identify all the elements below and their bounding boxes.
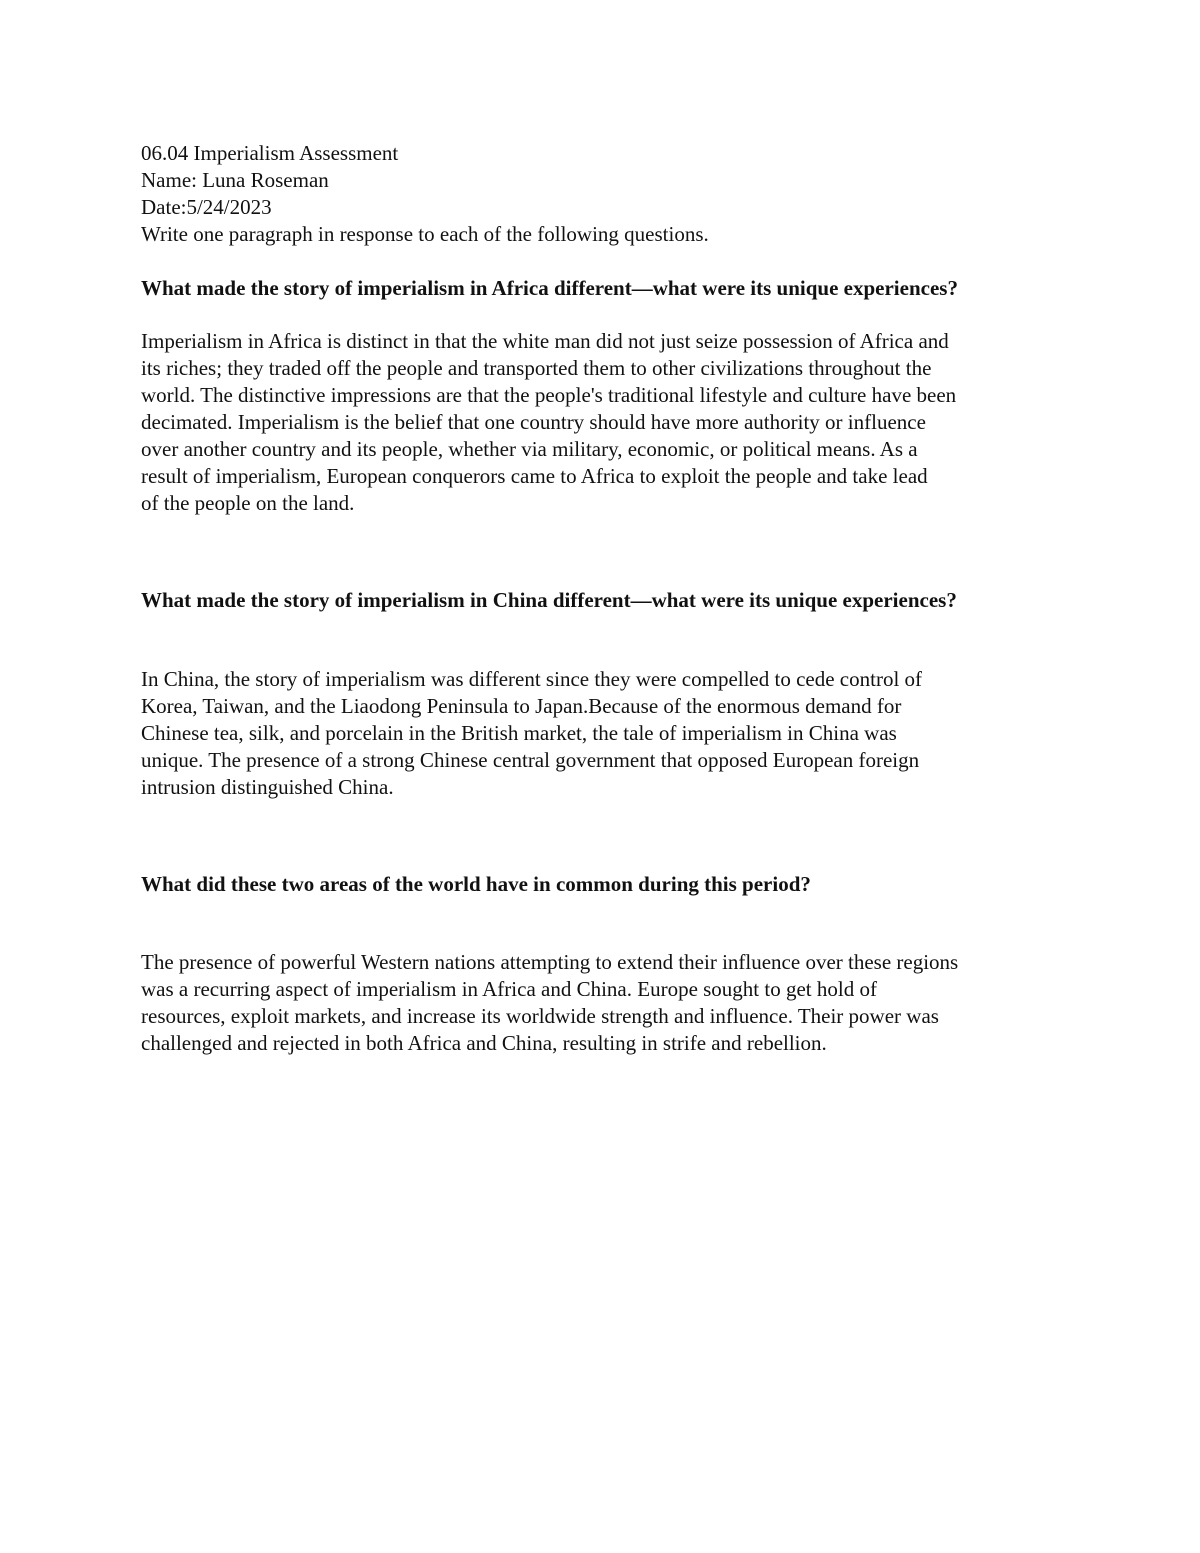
answer-line: result of imperialism, European conquerors came to Africa to exploit the people and take lead — [141, 464, 928, 488]
answer-china — [141, 666, 1071, 801]
answer-africa — [141, 328, 1071, 517]
answer-line: world. The distinctive impressions are that the people's traditional lifestyle and culture have been — [141, 383, 957, 407]
document-header — [141, 140, 1071, 248]
question-africa: What made the story of imperialism in Africa different—what were its unique experiences? — [141, 276, 958, 300]
answer-common — [141, 949, 1071, 1057]
answer-line: its riches; they traded off the people and transported them to other civilizations throughout the — [141, 356, 932, 380]
answer-line: decimated. Imperialism is the belief that one country should have more authority or influence — [141, 410, 926, 434]
answer-line: resources, exploit markets, and increase its worldwide strength and influence. Their power was — [141, 1004, 939, 1028]
question-common: What did these two areas of the world have in common during this period? — [141, 872, 811, 896]
answer-line: The presence of powerful Western nations attempting to extend their influence over these regions — [141, 950, 959, 974]
question-china: What made the story of imperialism in China different—what were its unique experiences? — [141, 588, 957, 612]
student-name: Name: Luna Roseman — [141, 168, 329, 192]
answer-line: Imperialism in Africa is distinct in that the white man did not just seize possession of Africa and — [141, 329, 949, 353]
answer-line: over another country and its people, whether via military, economic, or political means. As a — [141, 437, 918, 461]
answer-line: In China, the story of imperialism was different since they were compelled to cede control of — [141, 667, 923, 691]
answer-line: was a recurring aspect of imperialism in Africa and China. Europe sought to get hold of — [141, 977, 877, 1001]
answer-line: of the people on the land. — [141, 491, 355, 515]
answer-line: intrusion distinguished China. — [141, 775, 394, 799]
answer-line: Korea, Taiwan, and the Liaodong Peninsula to Japan.Because of the enormous demand for — [141, 694, 902, 718]
answer-line: Chinese tea, silk, and porcelain in the British market, the tale of imperialism in China was — [141, 721, 897, 745]
answer-line: challenged and rejected in both Africa and China, resulting in strife and rebellion. — [141, 1031, 827, 1055]
instructions: Write one paragraph in response to each of the following questions. — [141, 222, 709, 246]
answer-line: unique. The presence of a strong Chinese central government that opposed European foreign — [141, 748, 920, 772]
document-title: 06.04 Imperialism Assessment — [141, 141, 399, 165]
document-content — [141, 140, 1071, 1057]
submission-date: Date:5/24/2023 — [141, 195, 272, 219]
